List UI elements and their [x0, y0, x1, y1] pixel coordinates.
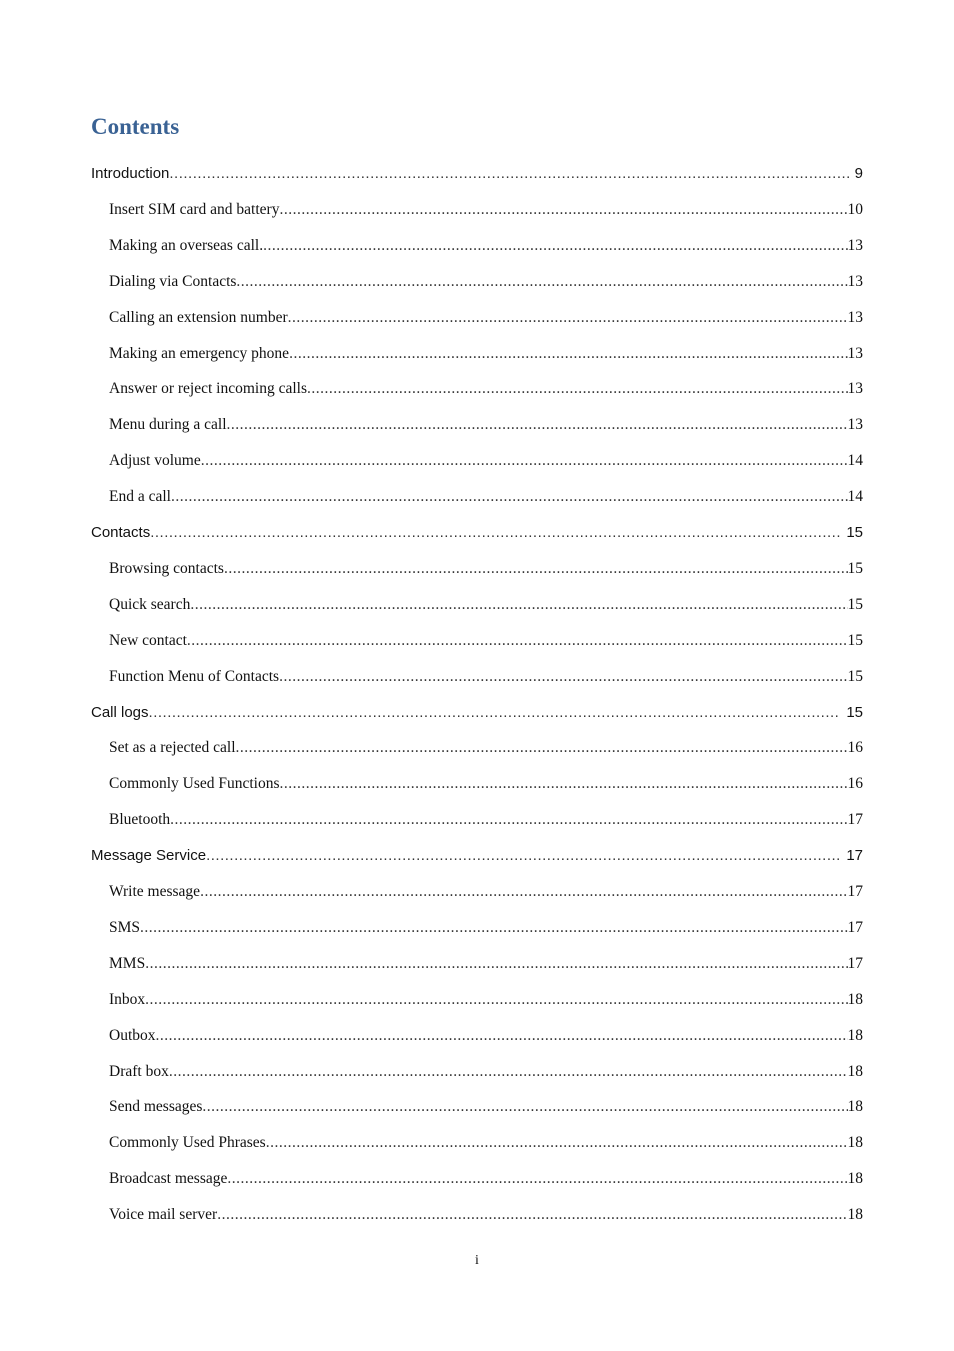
- toc-dot-leader: [206, 847, 840, 864]
- toc-entry-label: Broadcast message: [109, 1170, 228, 1188]
- toc-entry-label: Inbox: [109, 990, 146, 1008]
- toc-entry-page: 17: [847, 883, 863, 900]
- toc-dot-leader: [171, 488, 848, 506]
- toc-subsection-entry[interactable]: [109, 1063, 863, 1081]
- toc-dot-leader: [190, 596, 847, 614]
- toc-entry-label: Contacts: [91, 524, 151, 541]
- toc-entry-page: 15: [846, 703, 863, 721]
- toc-entry-page: 16: [847, 739, 863, 757]
- toc-dot-leader: [170, 811, 847, 829]
- toc-entry-page: 13: [847, 380, 863, 398]
- toc-entry-label: New contact: [109, 631, 187, 649]
- toc-entry-label: End a call: [109, 488, 171, 506]
- toc-dot-leader: [145, 955, 847, 973]
- toc-entry-label: Voice mail server: [109, 1206, 218, 1224]
- toc-entry-label: Send messages: [109, 1098, 203, 1116]
- toc-subsection-entry[interactable]: [109, 991, 863, 1009]
- toc-entry-page: 17: [847, 811, 863, 829]
- toc-entry-page: 18: [847, 1026, 863, 1044]
- toc-subsection-entry[interactable]: [109, 273, 863, 291]
- toc-entry-label: Calling an extension number: [109, 308, 288, 326]
- toc-entry-label: Adjust volume: [109, 452, 201, 470]
- toc-subsection-entry[interactable]: [109, 919, 863, 937]
- toc-entry-label: Commonly Used Phrases: [109, 1134, 266, 1152]
- toc-dot-leader: [279, 201, 847, 219]
- toc-dot-leader: [201, 452, 848, 470]
- toc-subsection-entry[interactable]: [109, 560, 863, 578]
- toc-entry-page: 9: [854, 165, 863, 182]
- toc-entry-page: 15: [847, 595, 863, 613]
- toc-subsection-entry[interactable]: [109, 596, 863, 614]
- toc-section-entry[interactable]: [91, 165, 863, 182]
- toc-entry-page: 17: [847, 954, 863, 972]
- toc-dot-leader: [289, 345, 847, 363]
- toc-section-entry[interactable]: [91, 524, 863, 541]
- toc-entry-page: 17: [847, 918, 863, 936]
- toc-entry-page: 18: [847, 1206, 863, 1224]
- toc-dot-leader: [288, 309, 848, 327]
- toc-entry-page: 15: [847, 667, 863, 685]
- toc-entry-label: Making an emergency phone: [109, 344, 290, 362]
- toc-dot-leader: [263, 237, 847, 255]
- toc-entry-label: Introduction: [91, 165, 170, 182]
- toc-subsection-entry[interactable]: [109, 1134, 863, 1152]
- toc-entry-page: 14: [847, 488, 863, 506]
- toc-dot-leader: [266, 1134, 848, 1152]
- toc-entry-page: 13: [847, 416, 863, 434]
- toc-entry-page: 18: [847, 1062, 863, 1080]
- toc-entry-label: Set as a rejected call: [109, 739, 236, 757]
- toc-entry-page: 18: [847, 1098, 863, 1116]
- toc-dot-leader: [236, 273, 847, 291]
- toc-entry-label: Bluetooth: [109, 811, 171, 829]
- toc-subsection-entry[interactable]: [109, 452, 863, 470]
- toc-dot-leader: [236, 739, 848, 757]
- toc-entry-label: Outbox: [109, 1026, 156, 1044]
- toc-subsection-entry[interactable]: [109, 1206, 863, 1224]
- toc-dot-leader: [307, 380, 848, 398]
- toc-entry-label: Commonly Used Functions: [109, 775, 280, 793]
- toc-entry-page: 15: [847, 631, 863, 649]
- toc-dot-leader: [224, 560, 848, 578]
- toc-entry-label: Function Menu of Contacts: [109, 667, 280, 685]
- toc-subsection-entry[interactable]: [109, 488, 863, 506]
- toc-subsection-entry[interactable]: [109, 883, 863, 901]
- toc-dot-leader: [187, 632, 848, 650]
- toc-dot-leader: [202, 1098, 847, 1116]
- toc-entry-label: Draft box: [109, 1062, 169, 1080]
- toc-entry-label: MMS: [109, 954, 146, 972]
- toc-entry-label: Quick search: [109, 595, 191, 613]
- toc-section-entry[interactable]: [91, 847, 863, 864]
- toc-dot-leader: [200, 883, 847, 901]
- toc-subsection-entry[interactable]: [109, 811, 863, 829]
- toc-entry-label: Answer or reject incoming calls: [109, 380, 307, 398]
- toc-entry-page: 17: [846, 847, 863, 865]
- toc-dot-leader: [145, 991, 847, 1009]
- toc-entry-page: 18: [847, 990, 863, 1008]
- toc-entry-page: 14: [847, 452, 863, 470]
- toc-entry-label: Message Service: [91, 847, 207, 865]
- toc-dot-leader: [217, 1206, 847, 1224]
- toc-entry-page: 18: [847, 1170, 863, 1188]
- toc-dot-leader: [280, 775, 848, 793]
- toc-entry-label: Browsing contacts: [109, 559, 224, 577]
- toc-entry-label: Menu during a call: [109, 416, 227, 434]
- toc-entry-page: 18: [847, 1134, 863, 1152]
- toc-section-entry[interactable]: [91, 704, 863, 721]
- toc-subsection-entry[interactable]: [109, 201, 863, 219]
- toc-dot-leader: [227, 1170, 847, 1188]
- toc-subsection-entry[interactable]: [109, 237, 863, 255]
- toc-subsection-entry[interactable]: [109, 416, 863, 434]
- toc-subsection-entry[interactable]: [109, 345, 863, 363]
- toc-entry-page: 13: [847, 236, 863, 254]
- toc-entry-page: 10: [847, 200, 863, 218]
- toc-subsection-entry[interactable]: [109, 1027, 863, 1045]
- toc-dot-leader: [227, 416, 848, 434]
- toc-entry-label: Insert SIM card and battery: [109, 200, 280, 218]
- toc-entry-label: Call logs: [91, 703, 149, 721]
- page-number: i: [475, 1253, 479, 1268]
- toc-entry-page: 16: [847, 775, 863, 793]
- toc-entry-label: Dialing via Contacts: [109, 272, 237, 290]
- toc-entry-page: 13: [847, 344, 863, 362]
- toc-subsection-entry[interactable]: [109, 739, 863, 757]
- toc-subsection-entry[interactable]: [109, 380, 863, 398]
- toc-subsection-entry[interactable]: [109, 632, 863, 650]
- toc-subsection-entry[interactable]: [109, 1170, 863, 1188]
- toc-subsection-entry[interactable]: [109, 775, 863, 793]
- toc-dot-leader: [279, 668, 847, 686]
- toc-entry-label: SMS: [109, 918, 141, 936]
- toc-dot-leader: [156, 1027, 848, 1045]
- toc-dot-leader: [140, 919, 847, 937]
- toc-entry-page: 13: [847, 272, 863, 290]
- toc-subsection-entry[interactable]: [109, 955, 863, 973]
- toc-entry-label: Write message: [109, 883, 201, 900]
- toc-dot-leader: [169, 1063, 848, 1081]
- toc-subsection-entry[interactable]: [109, 309, 863, 327]
- toc-dot-leader: [150, 524, 840, 541]
- toc-entry-page: 15: [846, 524, 863, 541]
- toc-entry-page: 13: [847, 308, 863, 326]
- toc-entry-label: Making an overseas call.: [109, 236, 264, 254]
- toc-dot-leader: [149, 704, 841, 721]
- toc-dot-leader: [169, 165, 848, 182]
- page-title: Contents: [91, 114, 180, 139]
- toc-subsection-entry[interactable]: [109, 1098, 863, 1116]
- toc-entry-page: 15: [847, 559, 863, 577]
- toc-subsection-entry[interactable]: [109, 668, 863, 686]
